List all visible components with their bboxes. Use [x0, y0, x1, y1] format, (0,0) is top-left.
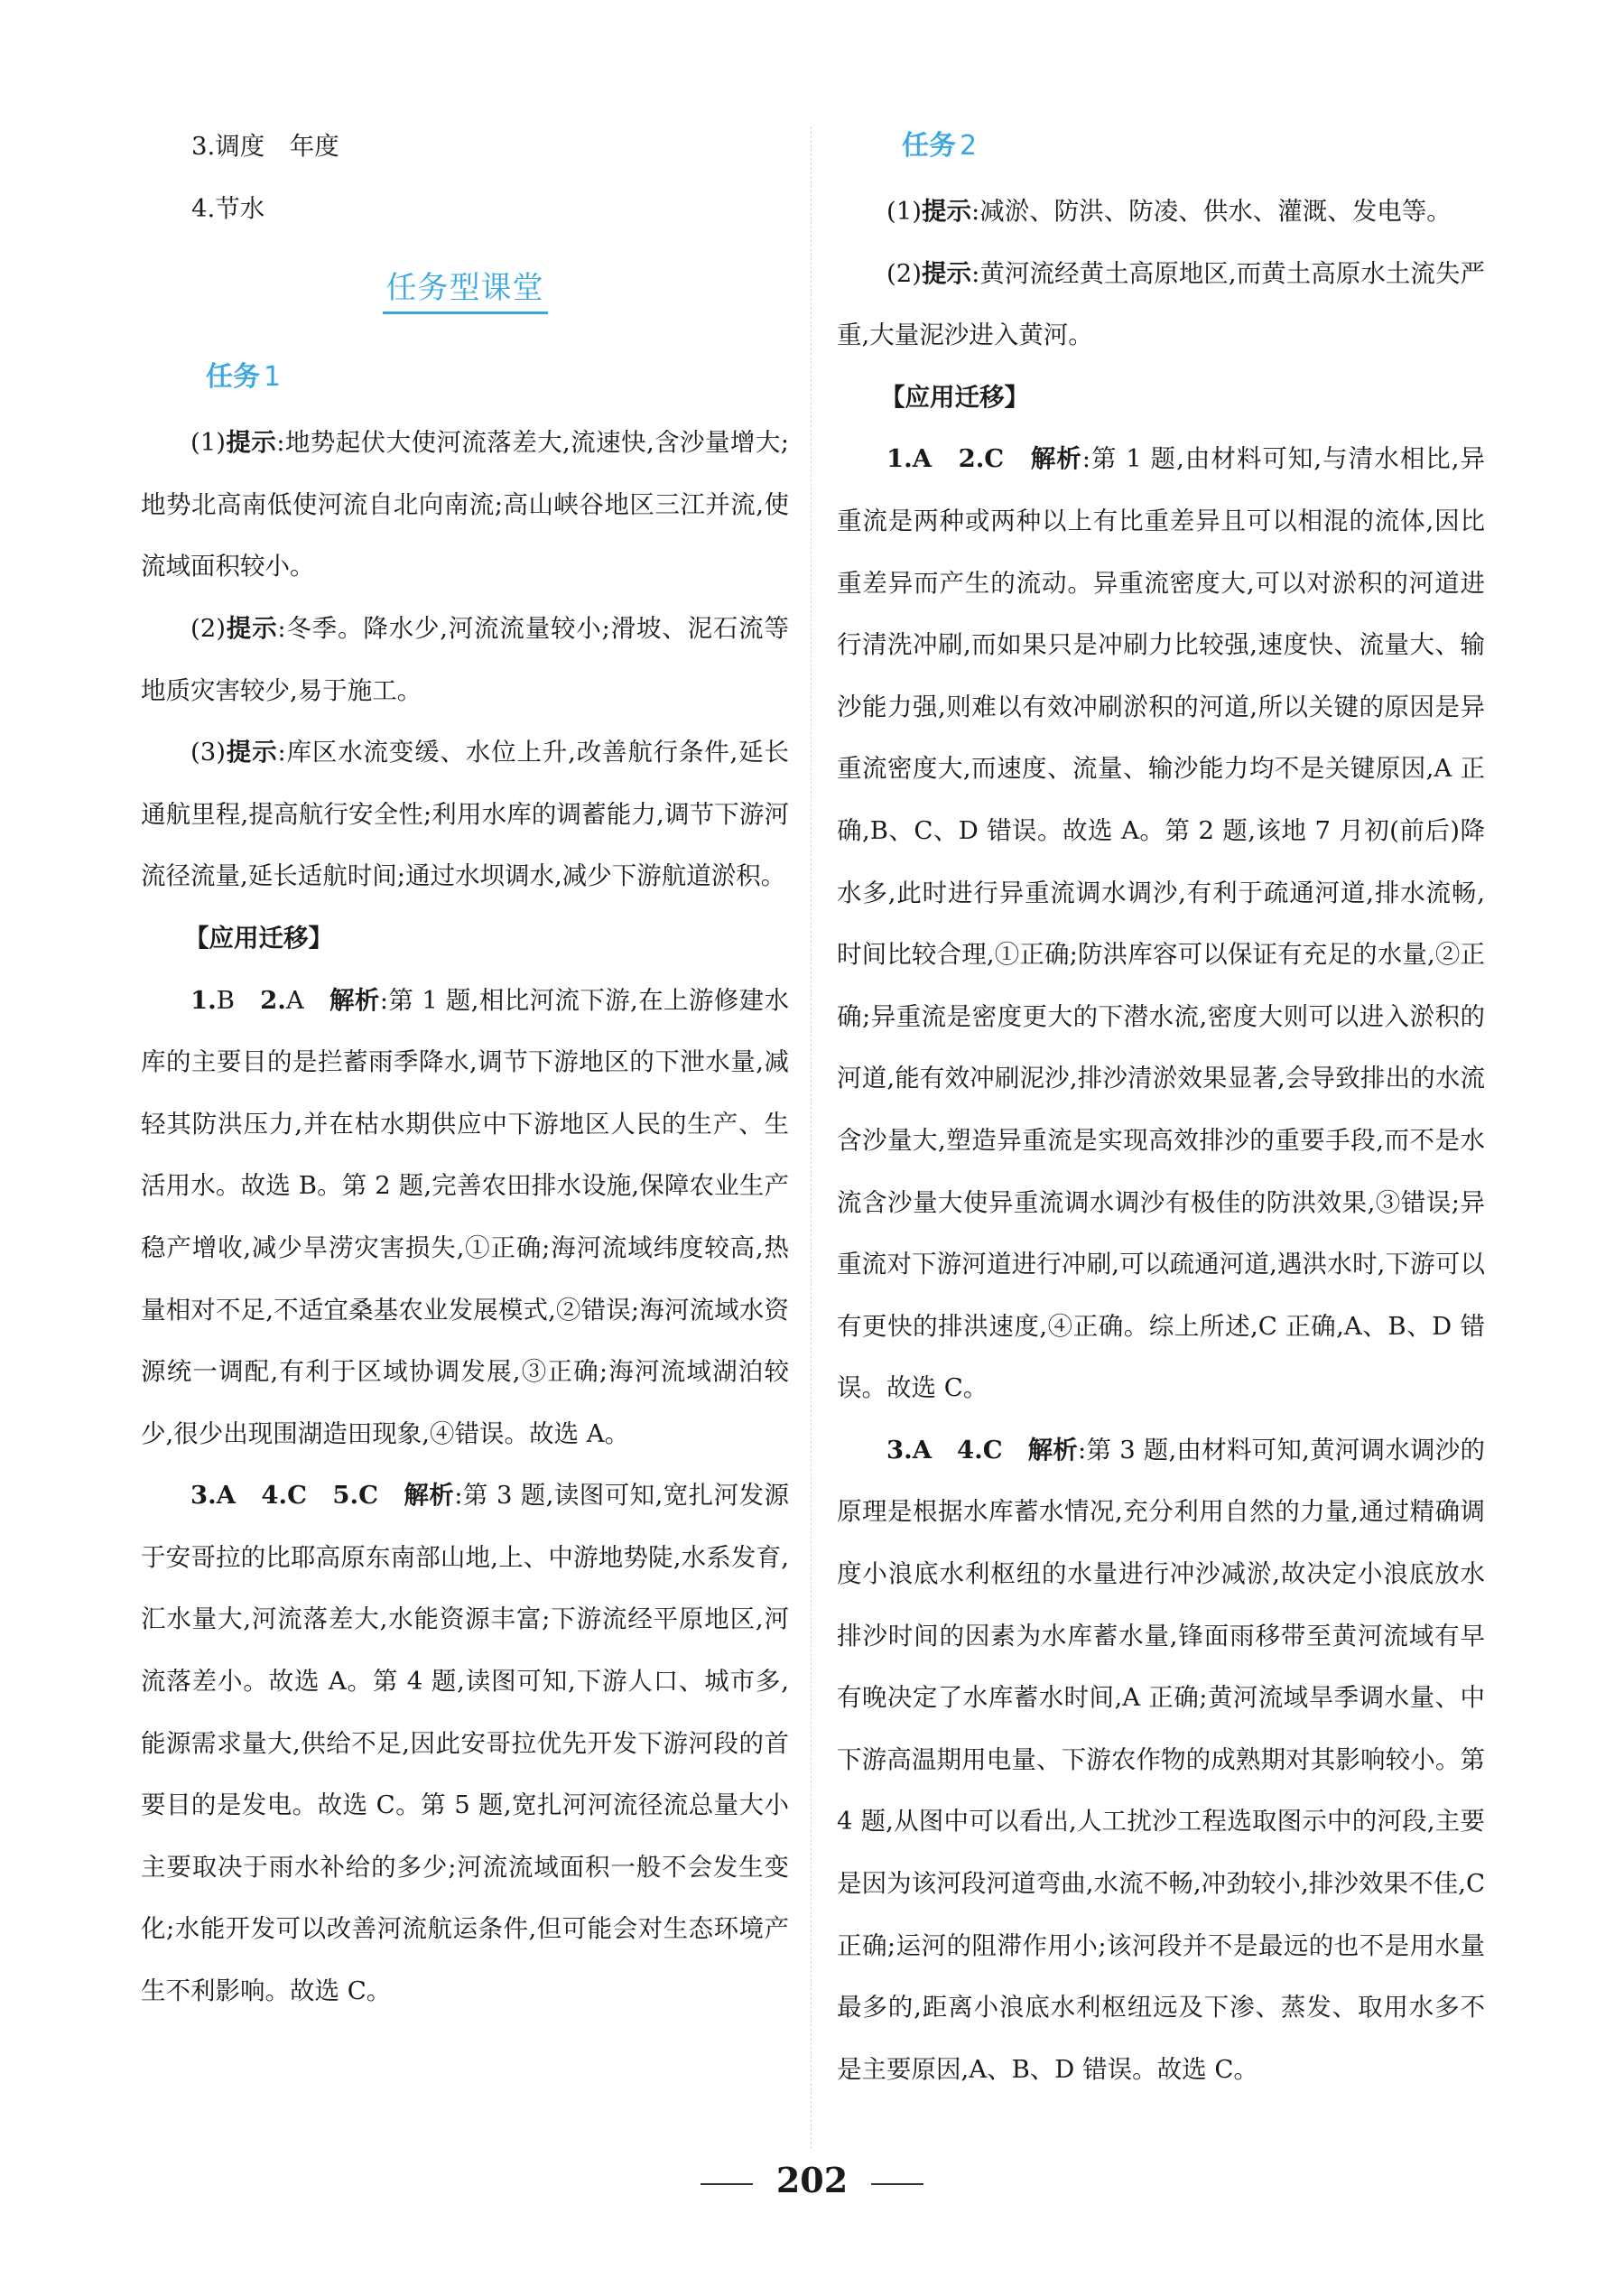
right-column — [837, 116, 1485, 2100]
apply-heading-right: 【应用迁移】 — [880, 382, 1029, 412]
page-number-left-rule — [701, 2183, 753, 2185]
right-answer-1-2: 1.A 2.C 解析:第 1 题,由材料可知,与清水相比,异重流是两种或两种以上有比重差异且可以相混的流体,因比重差异而产生的流动。异重流密度大,可以对淤积的河道进行清洗冲刷,而如果只是冲刷力比较强,速度快、流量大、输沙能力强,则难以有效冲刷淤积的河道,所以关键的原因是异重流密度大,而速度、流量、输沙能力均不是关键原因,A 正确,B、C、D 错误。故选 A。第 2 题,该地 7 月初(前后)降水多,此时进行异重流调水调沙,有利于疏通河道,排水流畅,时间比较合理,①正确;防洪库容可以保证有充足的水量,②正确;异重流是密度更大的下潜水流,密度大则可以进入淤积的河道,能有效冲刷泥沙,排沙清淤效果显著,会导致排出的水流含沙量大,塑造异重流是实现高效排沙的重要手段,而不是水流含沙量大使异重流调水调沙有极佳的防洪效果,③错误;异重流对下游河道进行冲刷,可以疏通河道,遇洪水时,下游可以有更快的排洪速度,④正确。综上所述,C 正确,A、B、D 错误。故选 C。 — [837, 444, 1485, 1403]
task2-hint-1: (1)提示:减淤、防洪、防凌、供水、灌溉、发电等。 — [886, 197, 1452, 226]
task2-hint-2: (2)提示:黄河流经黄土高原地区,而黄土高原水土流失严重,大量泥沙进入黄河。 — [837, 258, 1486, 350]
task1-hint-3: (3)提示:库区水流变缓、水位上升,改善航行条件,延长通航里程,提高航行安全性;利用水库的调蓄能力,调节下游河流径流量,延长适航时间;通过水坝调水,减少下游航道淤积。 — [141, 738, 790, 891]
section-title: 任务型课堂 — [141, 270, 789, 314]
task-2-label: 任务 2 — [902, 130, 978, 162]
page-number: 202 — [0, 2160, 1624, 2200]
left-answer-3-5: 3.A 4.C 5.C 解析:第 3 题,读图可知,宽扎河发源于安哥拉的比耶高原东南部山地,上、中游地势陡,水系发育,汇水量大,河流落差大,水能资源丰富;下游流经平原地区,河流落差小。故选 A。第 4 题,读图可知,下游人口、城市多,能源需求量大,供给不足,因此安哥拉优先开发下游河段的首要目的是发电。故选 C。第 5 题,宽扎河河流径流总量大小主要取决于雨水补给的多少;河流流域面积一般不会发生变化;水能开发可以改善河流航运条件,但可能会对生态环境产生不利影响。故选 C。 — [141, 1481, 789, 2006]
apply-heading-left: 【应用迁移】 — [184, 923, 333, 953]
answer-item-3: 3.调度 年度 — [191, 132, 339, 161]
left-column — [141, 116, 789, 2023]
right-answer-3-4: 3.A 4.C 解析:第 3 题,由材料可知,黄河调水调沙的原理是根据水库蓄水情况,充分利用自然的力量,通过精确调度小浪底水利枢纽的水量进行冲沙减淤,故决定小浪底放水排沙时间的因素为水库蓄水量,锋面雨移带至黄河流域有早有晚决定了水库蓄水时间,A 正确;黄河流域旱季调水量、中下游高温期用电量、下游农作物的成熟期对其影响较小。第 4 题,从图中可以看出,人工扰沙工程选取图示中的河段,主要是因为该河段河道弯曲,水流不畅,冲劲较小,排沙效果不佳,C 正确;运河的阻滞作用小;该河段并不是最远的也不是用水量最多的,距离小浪底水利枢纽远及下渗、蒸发、取用水多不是主要原因,A、B、D 错误。故选 C。 — [837, 1435, 1485, 2084]
column-divider — [811, 126, 812, 2149]
page-number-right-rule — [871, 2183, 923, 2185]
task1-hint-1: (1)提示:地势起伏大使河流落差大,流速快,含沙量增大;地势北高南低使河流自北向南流;高山峡谷地区三江并流,使流域面积较小。 — [141, 428, 789, 581]
task-1-label: 任务 1 — [206, 361, 282, 394]
answer-item-4: 4.节水 — [191, 193, 265, 223]
left-answer-1-2: 1.B 2.A 解析:第 1 题,相比河流下游,在上游修建水库的主要目的是拦蓄雨季降水,调节下游地区的下泄水量,减轻其防洪压力,并在枯水期供应中下游地区人民的生产、生活用水。故选 B。第 2 题,完善农田排水设施,保障农业生产稳产增收,减少旱涝灾害损失,①正确;海河流域纬度较高,热量相对不足,不适宜桑基农业发展模式,②错误;海河流域水资源统一调配,有利于区域协调发展,③正确;海河流域湖泊较少,很少出现围湖造田现象,④错误。故选 A。 — [141, 985, 790, 1448]
task1-hint-2: (2)提示:冬季。降水少,河流流量较小;滑坡、泥石流等地质灾害较少,易于施工。 — [141, 613, 789, 705]
